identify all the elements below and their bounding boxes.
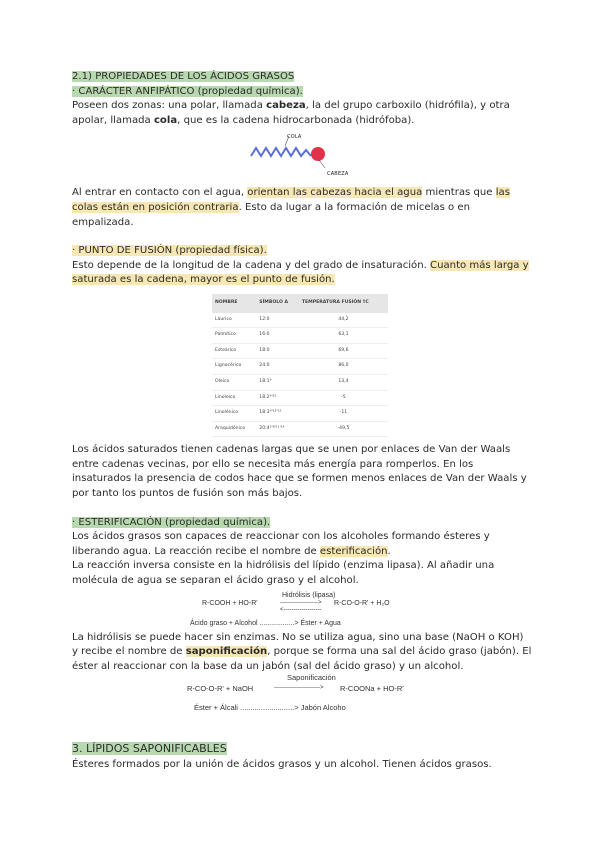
highlight-colas: las colas están en posición contraria <box>72 187 510 213</box>
section-title-text: 2.1) PROPIEDADES DE LOS ÁCIDOS GRASOS <box>72 71 295 82</box>
esterificacion-paragraph <box>72 530 532 559</box>
table-row <box>212 313 388 328</box>
fusion-table <box>212 294 388 437</box>
text-run: Poseen dos zonas: una polar, llamada <box>72 100 267 112</box>
table-row <box>212 328 388 344</box>
table-row <box>212 359 388 375</box>
cabeza-pointer <box>319 160 325 168</box>
table-cell: 13,4 <box>299 374 388 390</box>
anfipatico-paragraph <box>72 99 532 128</box>
saponificacion-paragraph <box>72 631 532 675</box>
van-der-waals-paragraph: Los ácidos saturados tienen cadenas largas que se unen por enlaces de Van der Waals entre cadenas vecinas, por ello se necesita más energía para romperlos. En los insaturados la presencia de codos hace que se formen menos enlaces de Van der Waals y por tanto los puntos de fusión son más bajos. <box>72 444 527 500</box>
esterificacion-heading <box>72 516 532 531</box>
cabeza-label: CABEZA <box>327 171 349 178</box>
eq-arrow-back: <------------------- <box>280 606 322 613</box>
table-cell: 12:0 <box>256 313 299 328</box>
eq2-reactants: R-CO-O-R' + NaOH <box>187 684 254 694</box>
text-run: Esto depende de la longitud de la cadena y del grado de insaturación. <box>72 259 431 271</box>
text-run: Al entrar en contacto con el agua, <box>72 187 248 199</box>
anfipatico-heading-text: · CARÁCTER ANFIPÁTICO (propiedad química). <box>72 85 303 97</box>
table-cell: Palmítico <box>212 328 256 344</box>
eq2-arrow: -----------------------> <box>274 685 324 692</box>
table-cell: -5 <box>299 390 388 406</box>
text-run: Los ácidos grasos son capaces de reaccionar con los alcoholes formando ésteres y liberando agua. La reacción recibe el nombre de <box>72 531 490 557</box>
table-row <box>212 390 388 406</box>
anfipatico-heading <box>72 85 532 100</box>
saponification-equation <box>72 674 532 718</box>
table-cell: 16:0 <box>256 328 299 344</box>
fusion-paragraph <box>72 259 532 288</box>
table-cell: Láurico <box>212 313 256 328</box>
table-cell: Lignocérico <box>212 359 256 375</box>
table-cell: Linolénico <box>212 406 256 422</box>
table-header-row <box>212 294 388 313</box>
text-run: . <box>387 545 391 557</box>
cola-label: COLA <box>287 134 302 141</box>
table-cell: 20:4⁵'⁸'¹¹'¹⁴ <box>256 421 299 437</box>
table-cell: 24:0 <box>256 359 299 375</box>
highlight-cabezas: orientan las cabezas hacia el agua <box>247 187 423 199</box>
eq-words: Ácido graso + Alcohol ..................> Éster + Agua <box>190 619 341 627</box>
table-row <box>212 406 388 422</box>
text-run: . Esto da lugar a la formación de micelas o en empalizada. <box>72 201 471 228</box>
section3-title <box>72 742 532 758</box>
table-row <box>212 374 388 390</box>
polar-head <box>311 147 325 161</box>
hidrolisis-paragraph: La reacción inversa consiste en la hidrólisis del lípido (enzima lipasa). Al añadir una molécula de agua se separan el ácido graso y el alcohol. <box>72 560 495 587</box>
table-cell: Linoleico <box>212 390 256 406</box>
table-cell: 18:3⁹'¹²'¹⁵ <box>256 406 299 422</box>
fusion-heading-text: · PUNTO DE FUSIÓN (propiedad física). <box>72 245 267 257</box>
eq2-words: Éster + Álcali ..........................> Jabón Alcoho <box>194 703 346 713</box>
section3-title-text: 3. LÍPIDOS SAPONIFICABLES <box>72 742 227 756</box>
amphipathic-molecule-figure <box>72 128 532 186</box>
table-header: SÍMBOLO Δ <box>256 294 299 313</box>
table-cell: 63,1 <box>299 328 388 344</box>
table-cell: Araquidónico <box>212 421 256 437</box>
table-header: TEMPERATURA FUSIÓN ºC <box>299 294 388 313</box>
text-run: , la del grupo carboxilo (hidrófila), y otra apolar, llamada <box>72 100 510 126</box>
table-cell: 69,6 <box>299 343 388 359</box>
eq-label: Hidrólisis (lipasa) <box>282 591 336 599</box>
text-run: La hidrólisis se puede hacer sin enzimas. No se utiliza agua, sino una base (NaOH o KOH) y recibe el nombre de <box>72 631 524 658</box>
table-cell: 18:1⁹ <box>256 374 299 390</box>
document-page <box>72 70 532 773</box>
eq2-label: Saponificación <box>287 673 336 683</box>
table-row <box>212 343 388 359</box>
eq2-products: R-COONa + HO-R' <box>340 684 404 694</box>
fusion-heading <box>72 244 532 259</box>
hydrolysis-equation <box>72 589 532 631</box>
table-cell: 18:2⁹'¹² <box>256 390 299 406</box>
highlight-saponificacion: saponificación <box>185 646 268 658</box>
table-header: NOMBRE <box>212 294 256 313</box>
text-run: , porque se forma una sal del ácido graso (jabón). El éster al reaccionar con la base da un jabón (sal del ácido graso) y un alcohol. <box>72 646 532 672</box>
table-cell: -49,5 <box>299 421 388 437</box>
esterificacion-heading-text: · ESTERIFICACIÓN (propiedad química). <box>72 516 271 528</box>
eq-reactants: R-COOH + HO-R' <box>202 599 258 607</box>
table-cell: Oleico <box>212 374 256 390</box>
section3-paragraph: Ésteres formados por la unión de ácidos grasos y un alcohol. Tienen ácidos grasos. <box>72 759 492 770</box>
eq-arrow-forward: -------------------> <box>280 599 322 606</box>
text-run: mientras que <box>422 187 496 199</box>
table-cell: 18:0 <box>256 343 299 359</box>
bold-term-cabeza: cabeza <box>266 100 306 112</box>
highlight-fusion: Cuanto más larga y saturada es la cadena, mayor es el punto de fusión. <box>72 259 529 286</box>
table-cell: Esteárico <box>212 343 256 359</box>
table-cell: -11 <box>299 406 388 422</box>
section-title <box>72 70 532 85</box>
highlight-esterificacion: esterificación <box>319 545 388 557</box>
eq-products: R-CO-O-R' + H₂O <box>334 599 390 607</box>
hydrocarbon-tail <box>251 148 311 156</box>
table-row <box>212 421 388 437</box>
bold-term-cola: cola <box>153 114 178 126</box>
table-cell: 44,2 <box>299 313 388 328</box>
table-cell: 86,0 <box>299 359 388 375</box>
micelas-paragraph <box>72 186 532 230</box>
text-run: , que es la cadena hidrocarbonada (hidrófoba). <box>177 114 415 126</box>
